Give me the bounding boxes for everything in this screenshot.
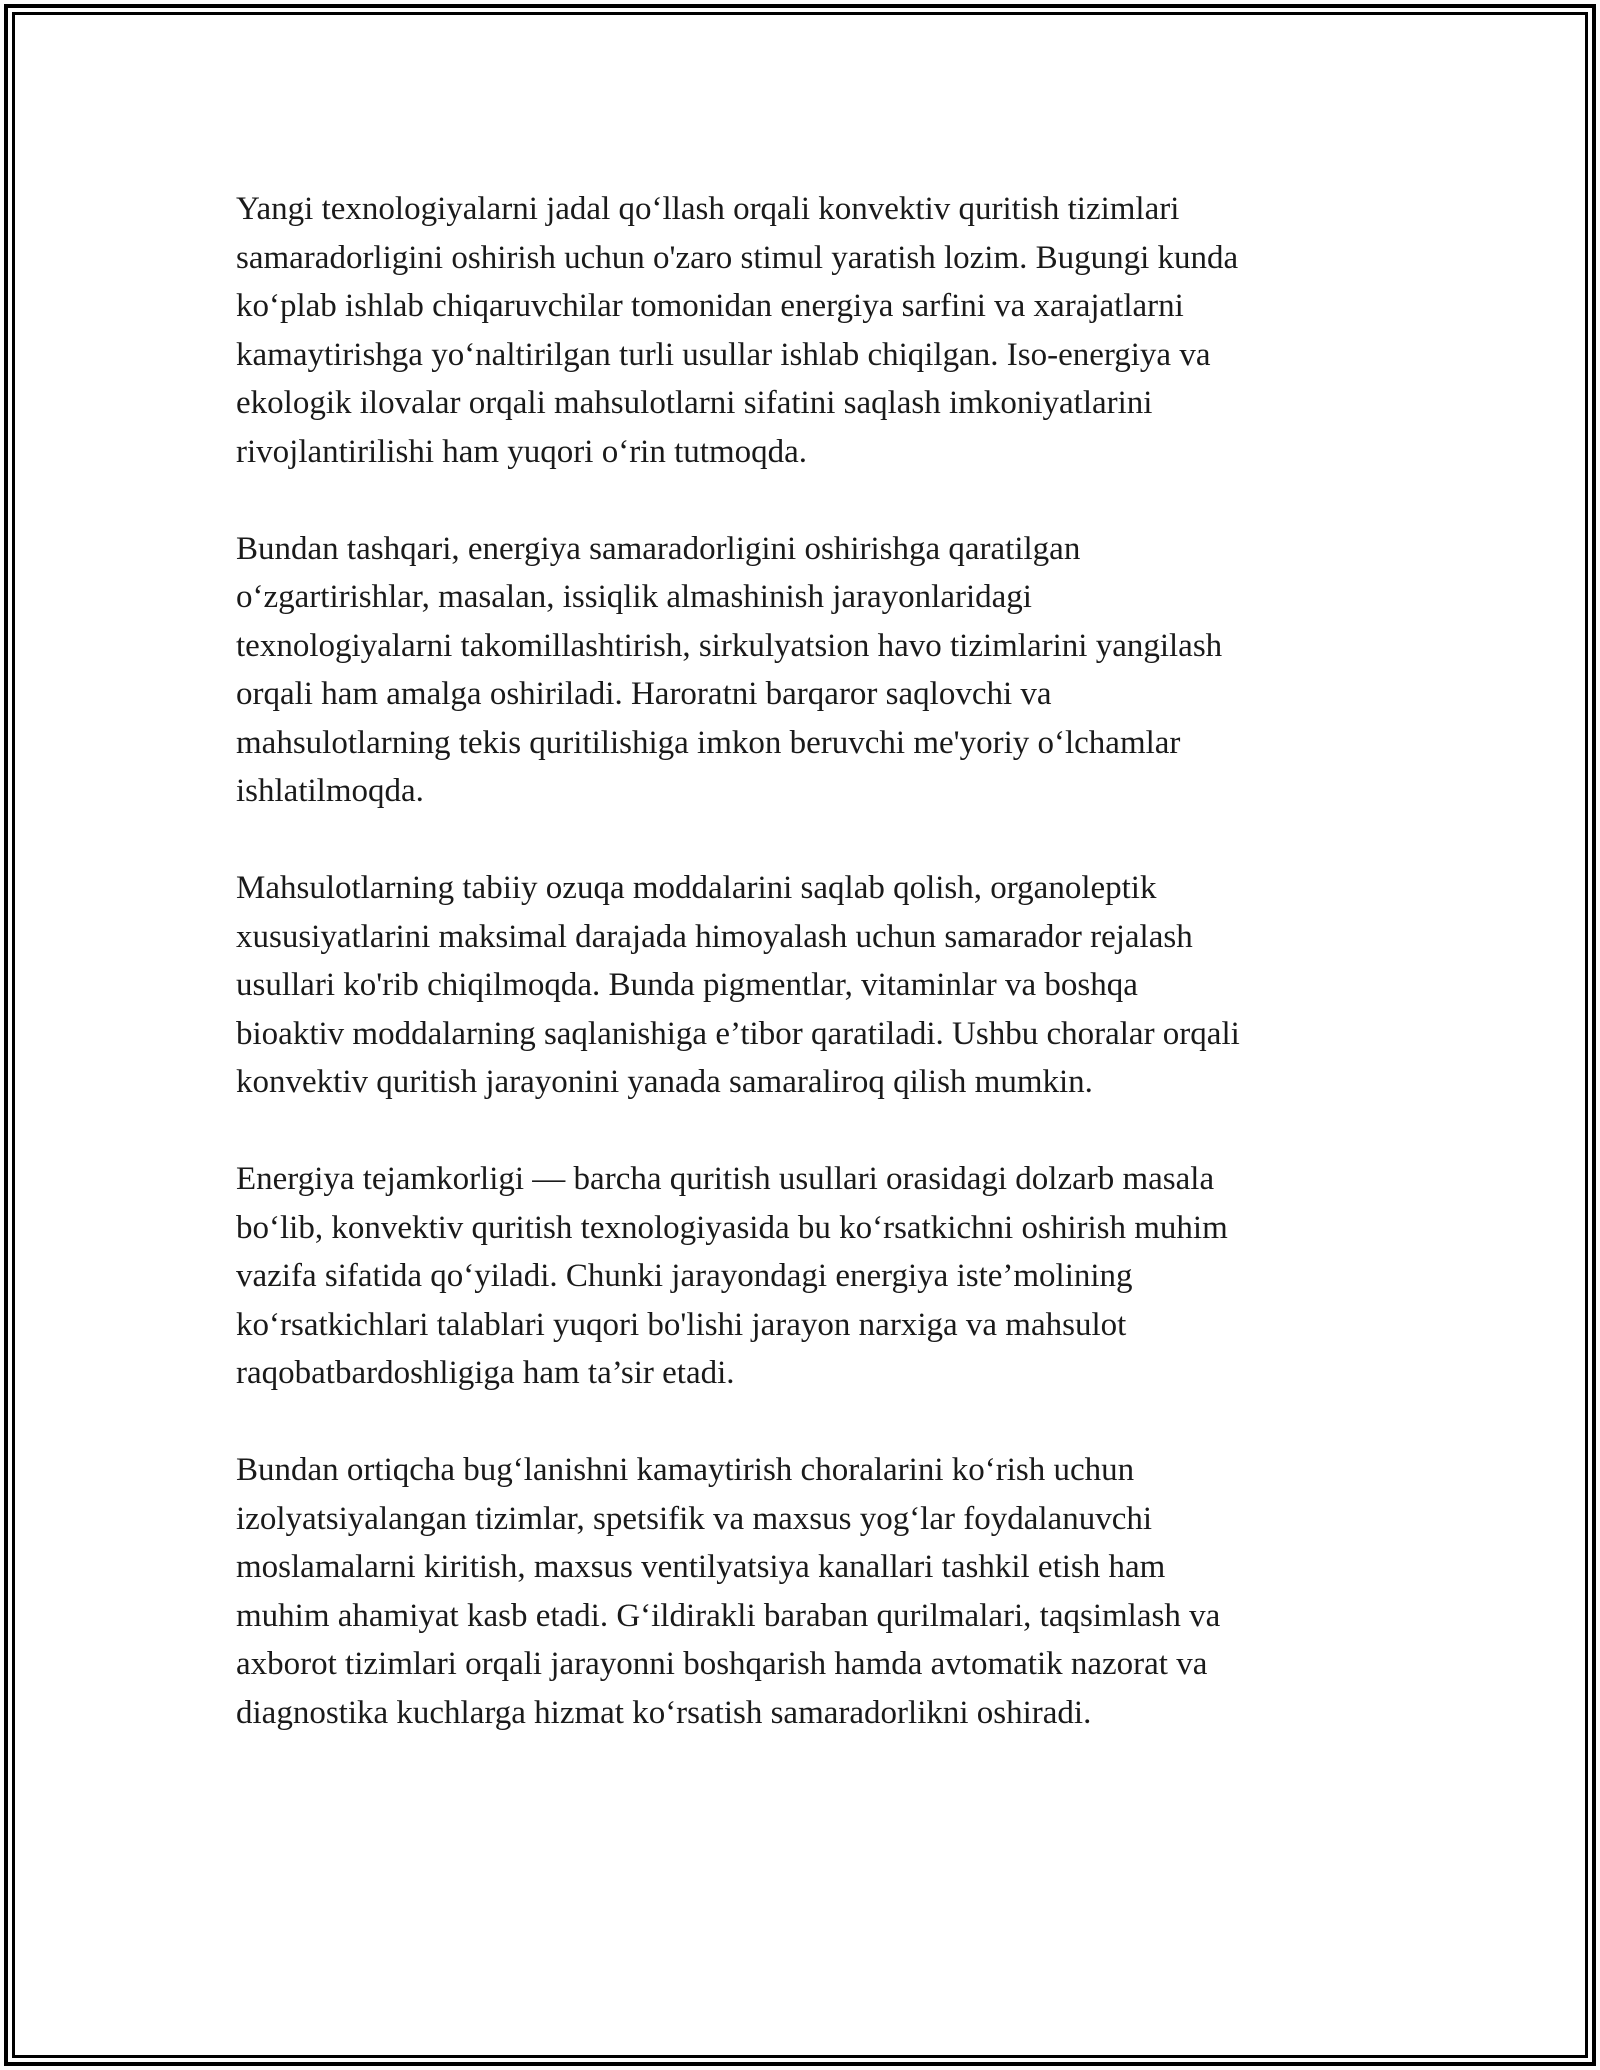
paragraph-5: Bundan ortiqcha bug‘lanishni kamaytirish choralarini ko‘rish uchun izolyatsiyalangan tizimlar, spetsifik va maxsus yog‘lar foydalanuvchi moslamalarni kiritish, maxsus ventilyatsiya kanallari tashkil etish ham muhim ahamiyat kasb etadi. G‘ildirakli baraban qurilmalari, taqsimlash va axborot tizimlari orqali jarayonni boshqarish hamda avtomatik nazorat va diagnostika kuchlarga hizmat ko‘rsatish samaradorlikni oshiradi. (236, 1452, 1221, 1731)
paragraph-2: Bundan tashqari, energiya samaradorligini oshirishga qaratilgan o‘zgartirishlar, masalan, issiqlik almashinish jarayonlaridagi texnologiyalarni takomillashtirish, sirkulyatsion havo tizimlarini yangilash orqali ham amalga oshiriladi. Haroratni barqaror saqlovchi va mahsulotlarning tekis quritilishiga imkon beruvchi me'yoriy o‘lchamlar ishlatilmoqda. (236, 530, 1223, 809)
paragraph-3: Mahsulotlarning tabiiy ozuqa moddalarini saqlab qolish, organoleptik xususiyatlarini maksimal darajada himoyalash uchun samarador rejalash usullari ko'rib chiqilmoqda. Bunda pigmentlar, vitaminlar va boshqa bioaktiv moddalarning saqlanishiga e’tibor qaratiladi. Ushbu choralar orqali konvektiv quritish jarayonini yanada samaraliroq qilish mumkin. (236, 870, 1240, 1100)
paragraph-4: Energiya tejamkorligi — barcha quritish usullari orasidagi dolzarb masala bo‘lib, konvektiv quritish texnologiyasida bu ko‘rsatkichni oshirish muhim vazifa sifatida qo‘yiladi. Chunki jarayondagi energiya iste’molining ko‘rsatkichlari talablari yuqori bo'lishi jarayon narxiga va mahsulot raqobatbardoshligiga ham ta’sir etadi. (236, 1161, 1228, 1391)
document-body (236, 185, 1376, 1786)
paragraph-1: Yangi texnologiyalarni jadal qo‘llash orqali konvektiv quritish tizimlari samaradorligini oshirish uchun o'zaro stimul yaratish lozim. Bugungi kunda ko‘plab ishlab chiqaruvchilar tomonidan energiya sarfini va xarajatlarni kamaytirishga yo‘naltirilgan turli usullar ishlab chiqilgan. Iso-energiya va ekologik ilovalar orqali mahsulotlarni sifatini saqlash imkoniyatlarini rivojlantirilishi ham yuqori o‘rin tutmoqda. (236, 191, 1239, 470)
